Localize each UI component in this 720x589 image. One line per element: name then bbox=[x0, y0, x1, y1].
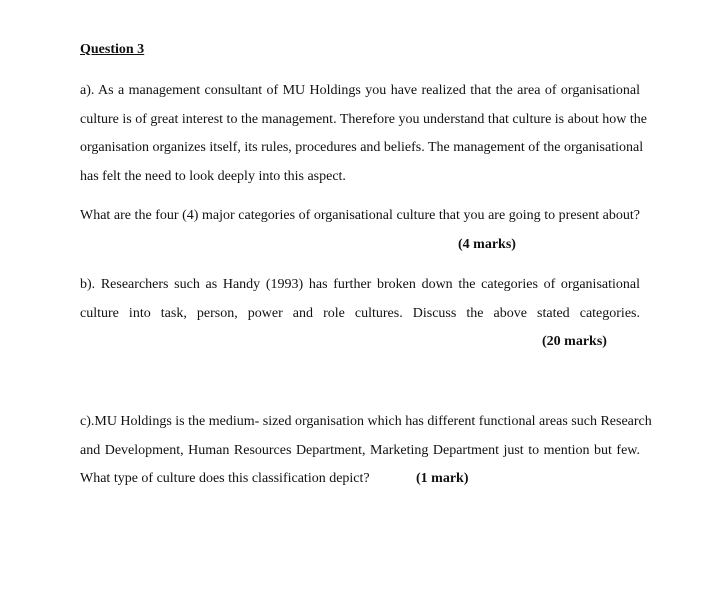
part-b-paragraph bbox=[80, 271, 640, 328]
part-a-marks: (4 marks) bbox=[458, 237, 516, 252]
question-title: Question 3 bbox=[80, 42, 145, 57]
part-a-question: What are the four (4) major categories of organisational culture that you are going to present about? bbox=[80, 208, 640, 223]
part-a-line-4: has felt the need to look deeply into this aspect. bbox=[80, 168, 346, 184]
part-b-line-2: culture into task, person, power and role cultures. Discuss the above stated categories. bbox=[80, 305, 640, 321]
part-c-question: What type of culture does this classification depict? bbox=[80, 471, 370, 486]
part-c-marks: (1 mark) bbox=[416, 471, 469, 486]
part-b-marks: (20 marks) bbox=[542, 334, 607, 349]
part-a-line-1: a). As a management consultant of MU Holdings you have realized that the area of organisational bbox=[80, 83, 640, 98]
part-a-paragraph bbox=[80, 77, 647, 191]
part-b-line-1: b). Researchers such as Handy (1993) has further broken down the categories of organisational bbox=[80, 277, 640, 292]
part-c-line-2: and Development, Human Resources Department, Marketing Department just to mention but few. bbox=[80, 442, 640, 458]
part-c-line-1: c).MU Holdings is the medium- sized organisation which has different functional areas such Research bbox=[80, 414, 652, 429]
part-a-line-2: culture is of great interest to the management. Therefore you understand that culture is about how the bbox=[80, 111, 647, 127]
part-c-paragraph bbox=[80, 408, 652, 465]
part-a-line-3: organisation organizes itself, its rules, procedures and beliefs. The management of the organisational bbox=[80, 140, 644, 156]
